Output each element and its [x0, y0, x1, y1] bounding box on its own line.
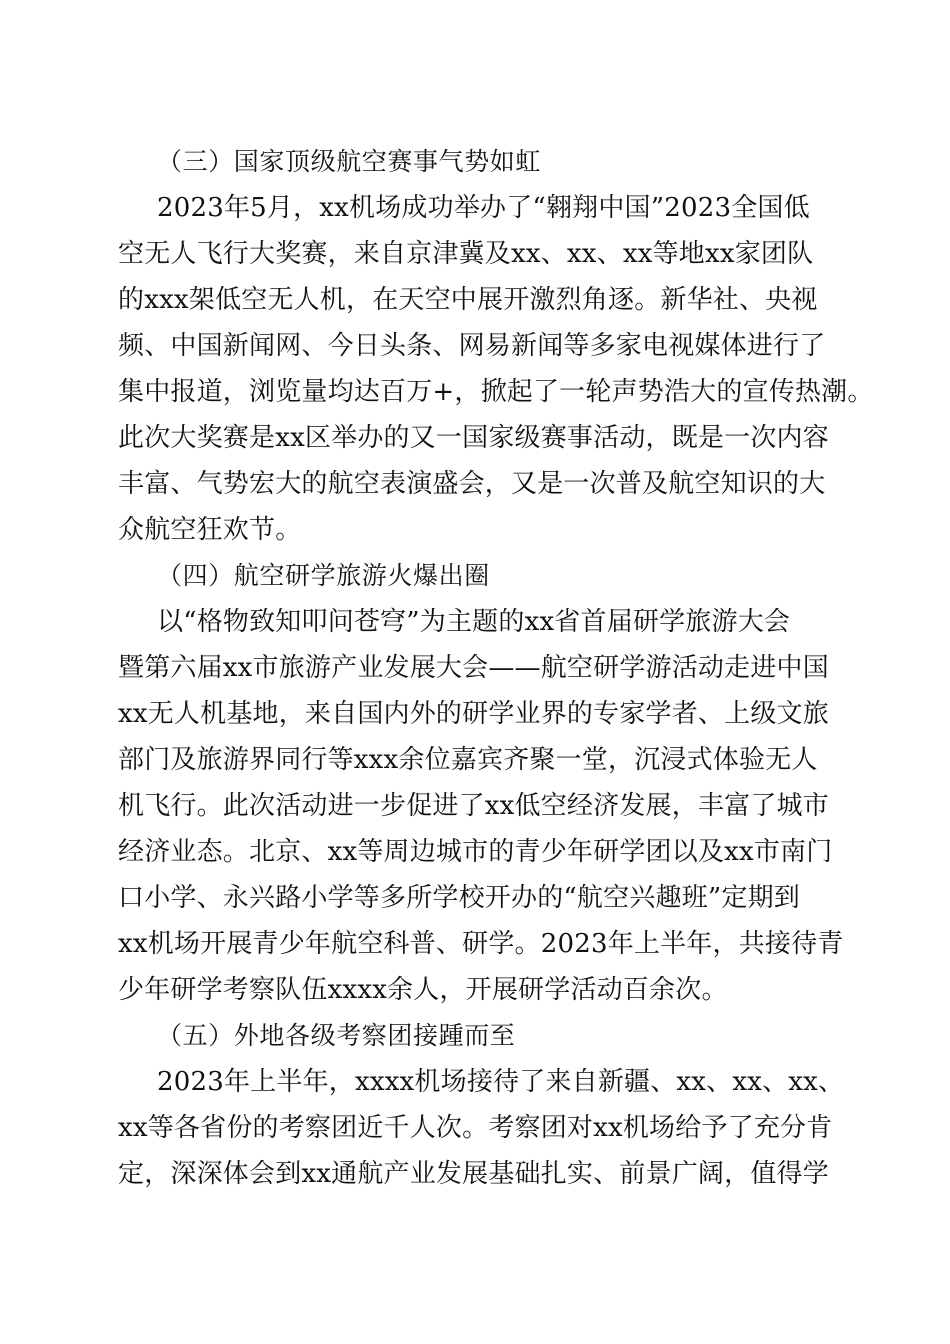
section-heading-3: （三）国家顶级航空赛事气势如虹 [157, 147, 542, 176]
section-heading-4: （四）航空研学旅游火爆出圈 [157, 561, 490, 590]
paragraph-line: 2023年上半年，xxxx机场接待了来自新疆、xx、xx、xx、 [157, 1067, 845, 1097]
paragraph-line: 定，深深体会到xx通航产业发展基础扎实、前景广阔，值得学 [118, 1159, 829, 1189]
section-heading-5: （五）外地各级考察团接踵而至 [157, 1021, 516, 1050]
paragraph-line: 口小学、永兴路小学等多所学校开办的“航空兴趣班”定期到 [118, 883, 800, 913]
paragraph-line: 部门及旅游界同行等xxx余位嘉宾齐聚一堂，沉浸式体验无人 [118, 745, 818, 775]
paragraph-line: xx机场开展青少年航空科普、研学。2023年上半年，共接待青 [118, 929, 844, 959]
paragraph-line: 众航空狂欢节。 [118, 515, 302, 545]
paragraph-line: 少年研学考察队伍xxxx余人，开展研学活动百余次。 [118, 975, 728, 1005]
paragraph-line: xx无人机基地，来自国内外的研学业界的专家学者、上级文旅 [118, 699, 829, 729]
paragraph-line: xx等各省份的考察团近千人次。考察团对xx机场给予了充分肯 [118, 1113, 833, 1143]
paragraph-line: 集中报道，浏览量均达百万+，掀起了一轮声势浩大的宣传热潮。 [118, 377, 874, 407]
paragraph-line: 此次大奖赛是xx区举办的又一国家级赛事活动，既是一次内容 [118, 423, 829, 453]
paragraph-line: 以“格物致知叩问苍穹”为主题的xx省首届研学旅游大会 [157, 607, 791, 637]
paragraph-line: 的xxx架低空无人机，在天空中展开激烈角逐。新华社、央视 [118, 285, 818, 315]
paragraph-line: 丰富、气势宏大的航空表演盛会，又是一次普及航空知识的大 [118, 469, 826, 499]
paragraph-line: 机飞行。此次活动进一步促进了xx低空经济发展，丰富了城市 [118, 791, 829, 821]
paragraph-line: 暨第六届xx市旅游产业发展大会——航空研学游活动走进中国 [118, 653, 829, 683]
paragraph-line: 2023年5月，xx机场成功举办了“翱翔中国”2023全国低 [157, 193, 810, 223]
paragraph-line: 空无人飞行大奖赛，来自京津冀及xx、xx、xx等地xx家团队 [118, 239, 814, 269]
paragraph-line: 经济业态。北京、xx等周边城市的青少年研学团以及xx市南门 [118, 837, 833, 867]
paragraph-line: 频、中国新闻网、今日头条、网易新闻等多家电视媒体进行了 [118, 331, 826, 361]
